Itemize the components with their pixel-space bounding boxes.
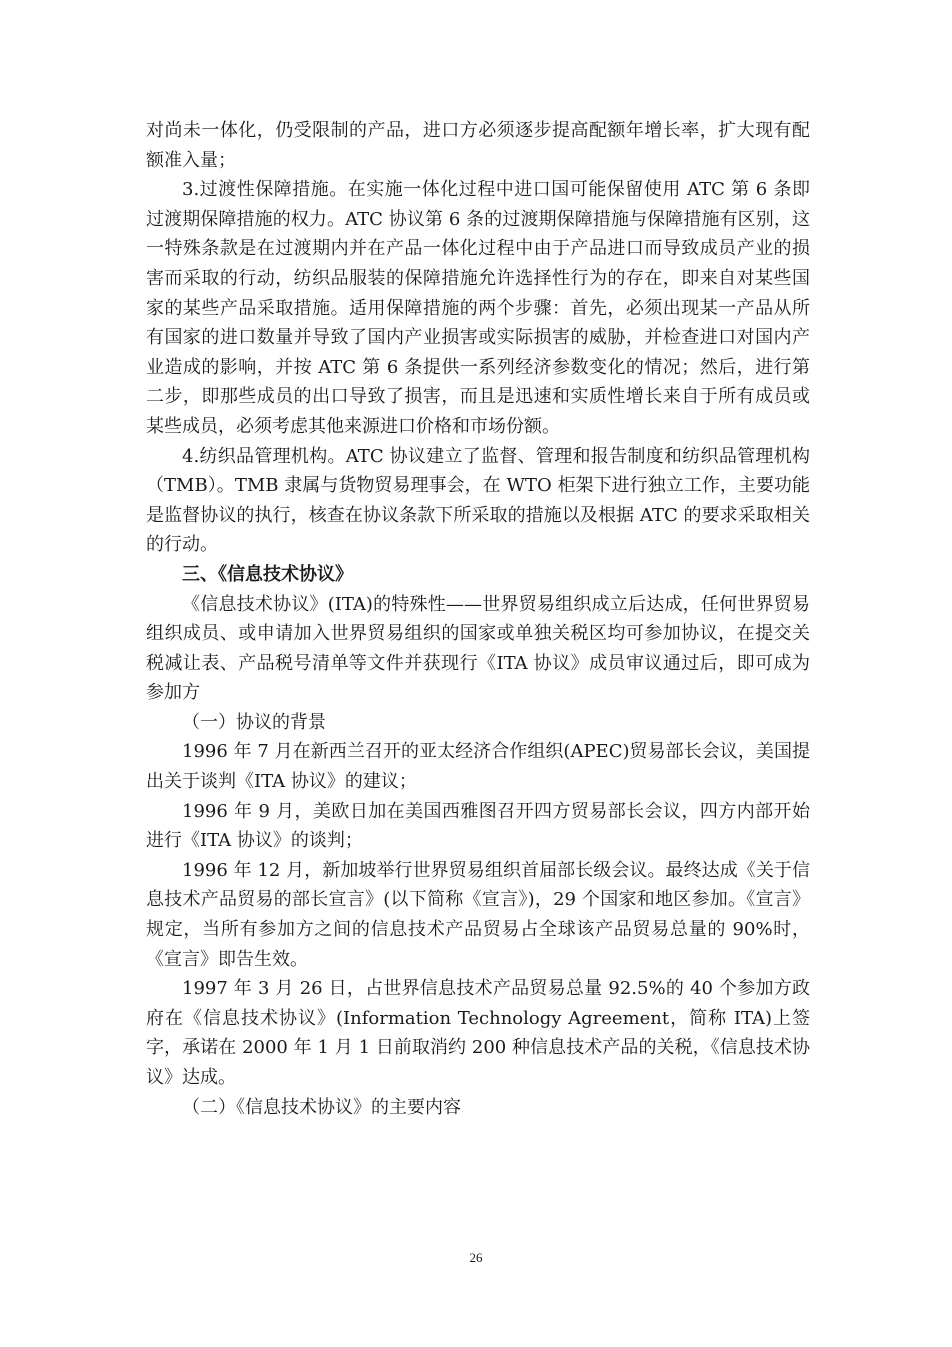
section-heading-ita: 三、《信息技术协议》 bbox=[182, 563, 353, 585]
paragraph-textiles-monitoring-body: 4.纺织品管理机构。ATC 协议建立了监督、管理和报告制度和纺织品管理机构（TMB）。TMB 隶属与货物贸易理事会，在 WTO 柜架下进行独立工作，主要功能是监督协议的执行，核查在协议条款下所采取的措施以及根据 ATC 的要求采取相关的行动。 bbox=[146, 445, 810, 556]
paragraph-1996-december: 1996 年 12 月，新加坡举行世界贸易组织首届部长级会议。最终达成《关于信息技术产品贸易的部长宣言》(以下简称《宣言》)，29 个国家和地区参加。《宣言》规定，当所有参加方之间的信息技术产品贸易占全球该产品贸易总量的 90%时，《宣言》即告生效。 bbox=[146, 859, 810, 970]
subheading-main-content: （二）《信息技术协议》的主要内容 bbox=[182, 1096, 461, 1118]
paragraph-quota-growth: 对尚未一体化，仍受限制的产品，进口方必须逐步提高配额年增长率，扩大现有配额准入量； bbox=[146, 120, 810, 171]
subheading-background: （一）协议的背景 bbox=[182, 711, 326, 733]
page-number: 26 bbox=[469, 1250, 483, 1265]
document-body bbox=[146, 116, 810, 1122]
paragraph-1997-march: 1997 年 3 月 26 日，占世界信息技术产品贸易总量 92.5%的 40 个参加方政府在《信息技术协议》(Information Technology Agreement，简称 ITA)上签字，承诺在 2000 年 1 月 1 日前取消约 200 种信息技术产品的关税，《信息技术协议》达成。 bbox=[146, 978, 810, 1088]
paragraph-ita-intro: 《信息技术协议》(ITA)的特殊性——世界贸易组织成立后达成，任何世界贸易组织成员、或申请加入世界贸易组织的国家或单独关税区均可参加协议，在提交关税减让表、产品税号清单等文件并获现行《ITA 协议》成员审议通过后，即可成为参加方 bbox=[146, 593, 810, 704]
paragraph-1996-july: 1996 年 7 月在新西兰召开的亚太经济合作组织(APEC)贸易部长会议，美国提出关于谈判《ITA 协议》的建议； bbox=[146, 741, 810, 793]
paragraph-transitional-safeguard: 3.过渡性保障措施。在实施一体化过程中进口国可能保留使用 ATC 第 6 条即过渡期保障措施的权力。ATC 协议第 6 条的过渡期保障措施与保障措施有区别，这一特殊条款是在过渡期内并在产品一体化过程中由于产品进口而导致成员产业的损害而采取的行动，纺织品服装的保障措施允许选择性行为的存在，即来自对某些国家的某些产品采取措施。适用保障措施的两个步骤：首先，必须出现某一产品从所有国家的进口数量并导致了国内产业损害或实际损害的威胁，并检查进口对国内产业造成的影响，并按 ATC 第 6 条提供一系列经济参数变化的情况；然后，进行第二步，即那些成员的出口导致了损害，而且是迅速和实质性增长来自于所有成员或某些成员，必须考虑其他来源进口价格和市场份额。 bbox=[146, 179, 810, 437]
paragraph-1996-september: 1996 年 9 月，美欧日加在美国西雅图召开四方贸易部长会议，四方内部开始进行《ITA 协议》的谈判； bbox=[146, 800, 810, 852]
